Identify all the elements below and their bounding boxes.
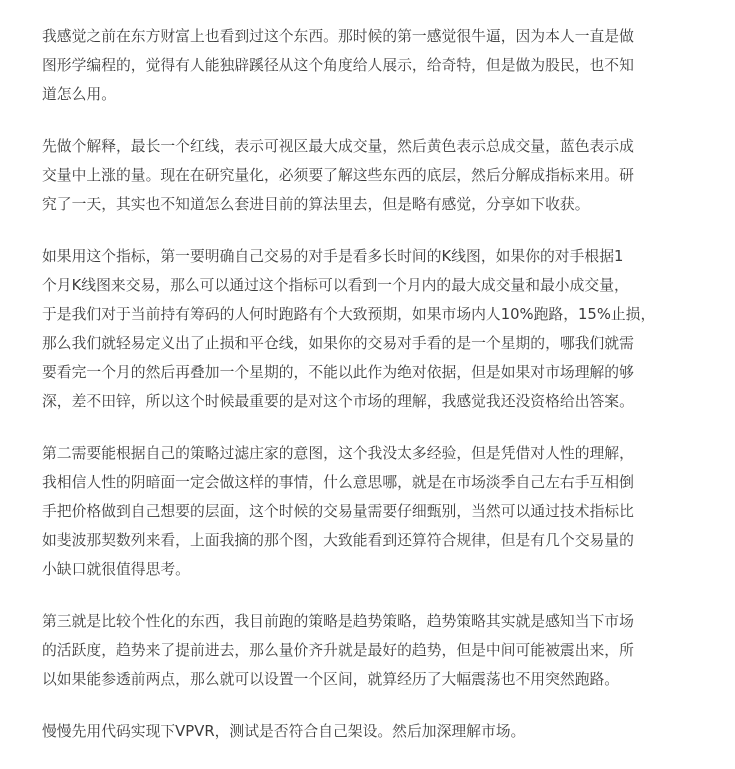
- text-line: 第二需要能根据自己的策略过滤庄家的意图，这个我没太多经验，但是凭借对人性的理解，: [42, 445, 634, 462]
- text-line: 图形学编程的，觉得有人能独辟蹊径从这个角度给人展示，给奇特，但是做为股民，也不知: [42, 57, 634, 74]
- text-line: 手把价格做到自己想要的层面，这个时候的交易量需要仔细甄别，当然可以通过技术指标比: [42, 503, 634, 520]
- text-line: 个月K线图来交易，那么可以通过这个指标可以看到一个月内的最大成交量和最小成交量，: [42, 277, 629, 294]
- text-line: 的活跃度，趋势来了提前进去，那么量价齐升就是最好的趋势，但是中间可能被震出来，所: [42, 642, 634, 659]
- text-line: 我相信人性的阴暗面一定会做这样的事情，什么意思哪，就是在市场淡季自己左右手互相倒: [42, 474, 634, 491]
- paragraph-conclusion: [42, 717, 701, 746]
- paragraph-explanation: [42, 132, 701, 219]
- text-line: 如果用这个指标，第一要明确自己交易的对手是看多长时间的K线图，如果你的对手根据1: [42, 248, 624, 265]
- text-line: 那么我们就轻易定义出了止损和平仓线，如果你的交易对手看的是一个星期的，哪我们就需: [42, 335, 634, 352]
- text-line: 如斐波那契数列来看，上面我摘的那个图，大致能看到还算符合规律，但是有几个交易量的: [42, 532, 634, 549]
- text-line: 先做个解释，最长一个红线，表示可视区最大成交量，然后黄色表示总成交量，蓝色表示成: [42, 138, 634, 155]
- text-line: 深，差不田锌，所以这个时候最重要的是对这个市场的理解，我感觉我还没资格给出答案。: [42, 393, 634, 410]
- paragraph-point-one: [42, 242, 701, 416]
- text-line: 究了一天，其实也不知道怎么套进目前的算法里去，但是略有感觉，分享如下收获。: [42, 196, 590, 213]
- paragraph-point-three: [42, 607, 701, 694]
- text-line: 慢慢先用代码实现下VPVR，测试是否符合自己架设。然后加深理解市场。: [42, 723, 526, 740]
- paragraph-point-two: [42, 439, 701, 584]
- text-line: 第三就是比较个性化的东西，我目前跑的策略是趋势策略，趋势策略其实就是感知当下市场: [42, 613, 634, 630]
- text-line: 以如果能参透前两点，那么就可以设置一个区间，就算经历了大幅震荡也不用突然跑路。: [42, 671, 620, 688]
- text-line: 我感觉之前在东方财富上也看到过这个东西。那时候的第一感觉很牛逼，因为本人一直是做: [42, 28, 634, 45]
- text-line: 道怎么用。: [42, 86, 116, 103]
- text-line: 小缺口就很值得思考。: [42, 561, 190, 578]
- text-line: 交量中上涨的量。现在在研究量化，必须要了解这些东西的底层，然后分解成指标来用。研: [42, 167, 634, 184]
- paragraph-intro: [42, 22, 701, 109]
- text-line: 于是我们对于当前持有筹码的人何时跑路有个大致预期，如果市场内人10%跑路，15%止损，: [42, 306, 656, 323]
- text-line: 要看完一个月的然后再叠加一个星期的，不能以此作为绝对依据，但是如果对市场理解的够: [42, 364, 634, 381]
